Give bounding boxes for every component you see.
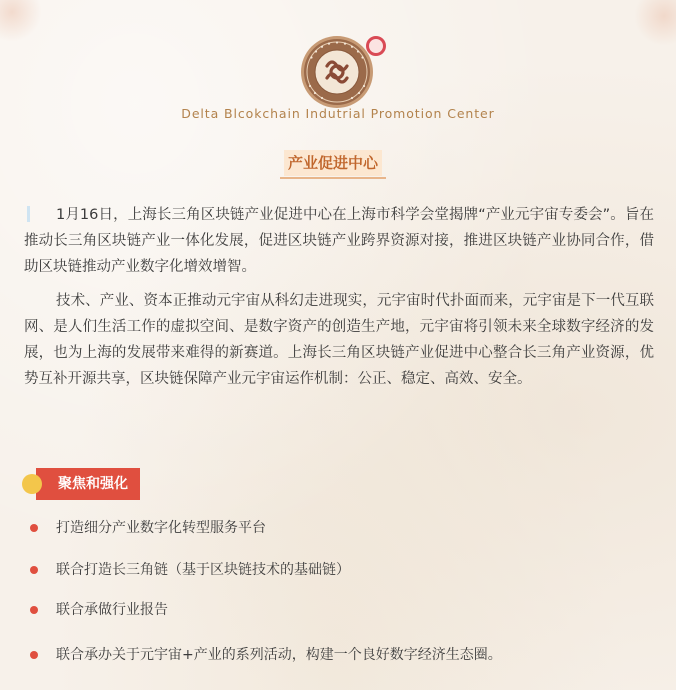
section-title: 产业促进中心 bbox=[284, 150, 382, 176]
bullet-icon bbox=[30, 524, 38, 532]
bullet-icon bbox=[30, 651, 38, 659]
corner-decoration bbox=[634, 0, 676, 46]
tag-dot-icon bbox=[22, 474, 42, 494]
organization-name: Delta Blcokchain Indutrial Promotion Center bbox=[181, 106, 495, 121]
list-item: 联合承办关于元宇宙+产业的系列活动，构建一个良好数字经济生态圈。 bbox=[56, 647, 502, 663]
body-paragraph: 技术、产业、资本正推动元宇宙从科幻走进现实，元宇宙时代扑面而来，元宇宙是下一代互联网、是人们生活工作的虚拟空间、是数字资产的创造生产地，元宇宙将引领未来全球数字经济的发展，也为上海的发展带来难得的新赛道。上海长三角区块链产业促进中心整合长三角产业资源，优势互补开源共享，区块链保障产业元宇宙运作机制：公正、稳定、高效、安全。 bbox=[24, 293, 654, 387]
bullet-icon bbox=[30, 566, 38, 574]
focus-tag: 聚焦和强化 bbox=[36, 468, 140, 500]
bullet-icon bbox=[30, 606, 38, 614]
organization-logo bbox=[299, 34, 375, 110]
corner-decoration bbox=[0, 0, 42, 42]
list-item: 打造细分产业数字化转型服务平台 bbox=[56, 520, 266, 536]
list-item: 联合打造长三角链（基于区块链技术的基础链） bbox=[56, 562, 350, 578]
list-item: 联合承做行业报告 bbox=[56, 602, 168, 618]
intro-paragraph: 1月16日，上海长三角区块链产业促进中心在上海市科学会堂揭牌“产业元宇宙专委会”。旨在推动长三角区块链产业一体化发展，促进区块链产业跨界资源对接，推进区块链产业协同合作，借助区块链推动产业数字化增效增智。 bbox=[24, 207, 654, 275]
logo-badge-icon bbox=[366, 36, 386, 56]
